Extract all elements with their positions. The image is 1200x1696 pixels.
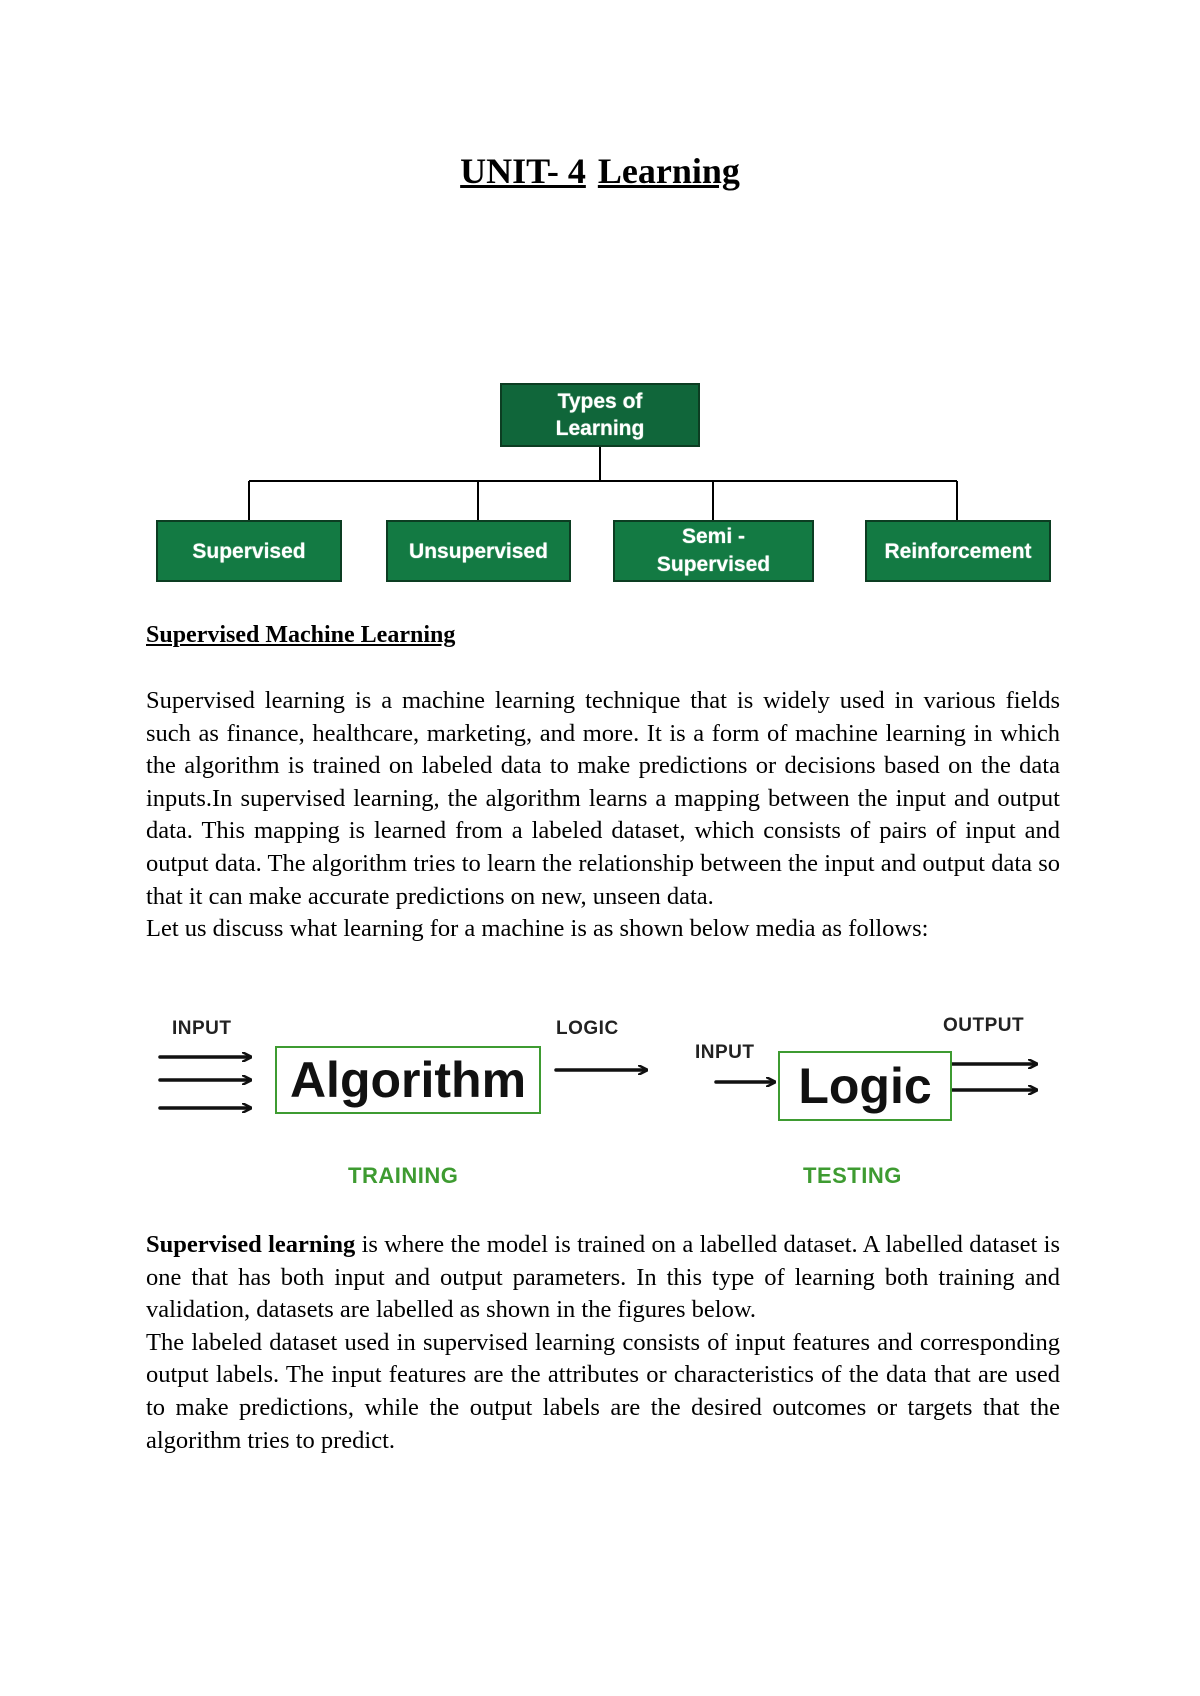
node-unsupervised xyxy=(386,520,571,582)
node-semi-supervised xyxy=(613,520,814,582)
node-supervised xyxy=(156,520,342,582)
node-label: Supervised xyxy=(192,539,306,563)
training-input-label: INPUT xyxy=(172,1018,232,1039)
tree-connectors xyxy=(0,0,1200,600)
node-types-of-learning xyxy=(500,383,700,447)
node-reinforcement xyxy=(865,520,1051,582)
title-unit: UNIT- 4 xyxy=(460,151,586,191)
paragraph-intro xyxy=(146,685,1060,946)
paragraph-supervised-definition xyxy=(146,1229,1060,1457)
testing-caption: TESTING xyxy=(803,1163,902,1188)
training-caption: TRAINING xyxy=(348,1163,459,1188)
section-heading: Supervised Machine Learning xyxy=(146,622,456,648)
logic-label: LOGIC xyxy=(556,1018,619,1039)
types-of-learning-diagram xyxy=(0,0,1200,600)
node-root-label: Types of Learning xyxy=(555,390,645,440)
paragraph-labeled-dataset: The labeled dataset used in supervised learning consists of input features and corresponding output labels. The input features are the attributes or characteristics of the data that are used to make predictions, while the output labels are the desired outcomes or targets that the algorithm tries to predict. xyxy=(146,1328,1060,1454)
output-label: OUTPUT xyxy=(943,1015,1025,1036)
paragraph-intro-text: Supervised learning is a machine learning technique that is widely used in various fields such as finance, healthcare, marketing, and more. It is a form of machine learning in which the algorithm is trained on labeled data to make predictions or decisions based on the data inputs.In supervised learning, the algorithm learns a mapping between the input and output data. This mapping is learned from a labeled dataset, which consists of pairs of input and output data. The algorithm tries to learn the relationship between the input and output data so that it can make accurate predictions on new, unseen data. xyxy=(146,687,1060,910)
paragraph-definition-text: is where the model is trained on a labelled dataset. A labelled dataset is one that has both input and output parameters. In this type of learning both training and validation, datasets are labelled as shown in the figures below. xyxy=(146,1231,1060,1324)
paragraph-intro-last-line: Let us discuss what learning for a machine is as shown below media as follows: xyxy=(146,915,929,943)
node-label: Unsupervised xyxy=(409,539,548,563)
supervised-learning-term: Supervised learning xyxy=(146,1231,356,1258)
title-topic: Learning xyxy=(597,151,740,191)
logic-box: Logic xyxy=(778,1051,952,1121)
testing-input-label: INPUT xyxy=(695,1042,755,1063)
algorithm-box: Algorithm xyxy=(275,1046,541,1114)
node-label: Reinforcement xyxy=(884,539,1032,563)
page-title xyxy=(0,150,1200,192)
training-testing-figure xyxy=(0,1000,1200,1210)
node-label: Semi - Supervised xyxy=(656,525,771,576)
